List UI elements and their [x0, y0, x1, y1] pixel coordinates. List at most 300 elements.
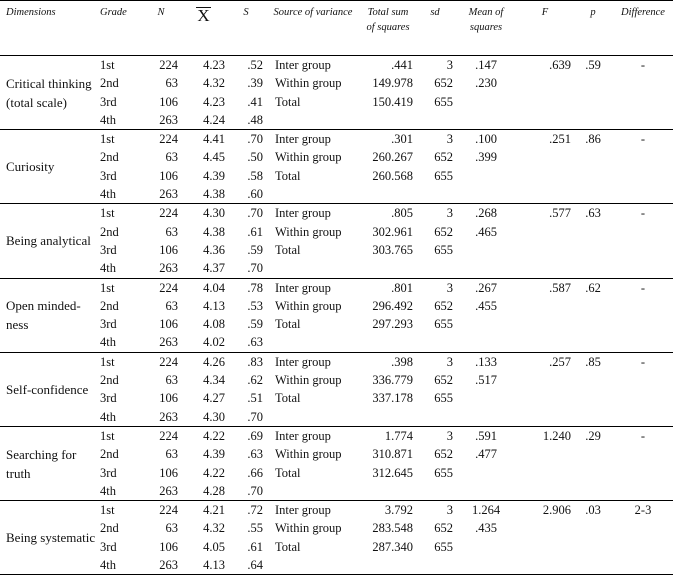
- sd-cell-value: 655: [434, 242, 453, 257]
- s-cell-value: .59: [247, 317, 263, 332]
- total-ss-cell-value: 336.779: [372, 373, 413, 388]
- mean-cell-value: 4.37: [203, 261, 225, 276]
- n-cell-value: 224: [159, 132, 178, 147]
- mean-cell-value: 4.41: [203, 132, 225, 147]
- f-cell: [517, 204, 573, 278]
- mean-cell-value: 4.21: [203, 503, 225, 518]
- mean-squares-cell-value: .147: [475, 58, 497, 72]
- mean-cell: [180, 56, 227, 130]
- s-cell-value: .70: [247, 483, 263, 498]
- header-n: N: [142, 1, 180, 56]
- s-cell-value: .70: [247, 261, 263, 276]
- s-cell: [227, 278, 265, 352]
- mean-cell-value: 4.24: [203, 112, 225, 127]
- total-ss-cell-value: 260.568: [372, 168, 413, 183]
- n-cell-value: 224: [159, 280, 178, 295]
- s-cell-value: .61: [247, 224, 263, 239]
- grade-cell-value: 4th: [100, 261, 116, 276]
- source-cell: [265, 56, 361, 130]
- difference-cell-value: -: [640, 354, 646, 369]
- mean-cell-value: 4.23: [203, 58, 225, 72]
- mean-cell: [180, 352, 227, 426]
- total-ss-cell-value: 303.765: [372, 242, 413, 257]
- mean-squares-cell: [455, 56, 517, 130]
- s-cell-value: .39: [247, 76, 263, 91]
- difference-cell-value: -: [640, 206, 646, 221]
- sd-cell: [415, 130, 455, 204]
- s-cell-value: .83: [247, 354, 263, 369]
- p-cell-value: .86: [585, 132, 601, 147]
- sd-cell-value: 652: [434, 224, 453, 239]
- dimension-label: Open minded-ness: [6, 298, 81, 333]
- n-cell: [142, 130, 180, 204]
- n-cell-value: 63: [165, 373, 178, 388]
- p-cell: [573, 56, 613, 130]
- s-cell: [227, 56, 265, 130]
- mean-squares-cell-value: 1.264: [471, 503, 501, 518]
- difference-cell: [613, 204, 673, 278]
- s-cell-value: .70: [247, 409, 263, 424]
- source-cell: [265, 204, 361, 278]
- mean-cell-value: 4.32: [203, 521, 225, 536]
- dimension-group: [0, 130, 673, 204]
- header-sd: sd: [415, 1, 455, 56]
- mean-squares-cell-value: .465: [475, 224, 497, 239]
- mean-cell-value: 4.39: [203, 447, 225, 462]
- total-ss-cell-value: .301: [391, 132, 413, 147]
- n-cell-value: 224: [159, 206, 178, 221]
- n-cell-value: 263: [159, 409, 178, 424]
- source-cell-value: Within group: [275, 447, 342, 462]
- p-cell: [573, 426, 613, 500]
- n-cell: [142, 204, 180, 278]
- dimension-group: [0, 204, 673, 278]
- sd-cell-value: 655: [434, 94, 453, 109]
- s-cell-value: .70: [247, 206, 263, 221]
- mean-cell: [180, 278, 227, 352]
- source-cell-value: Within group: [275, 373, 342, 388]
- s-cell-value: .53: [247, 298, 263, 313]
- f-cell: [517, 130, 573, 204]
- f-cell-value: 1.240: [542, 428, 571, 443]
- s-cell: [227, 426, 265, 500]
- grade-cell: [98, 426, 142, 500]
- mean-cell-value: 4.13: [203, 558, 225, 573]
- f-cell-value: .251: [549, 132, 571, 147]
- source-cell-value: Total: [275, 465, 301, 480]
- mean-cell-value: 4.36: [203, 242, 225, 257]
- dimension-group: [0, 352, 673, 426]
- n-cell-value: 224: [159, 428, 178, 443]
- f-cell: [517, 352, 573, 426]
- source-cell-value: Inter group: [275, 206, 331, 221]
- n-cell-value: 224: [159, 503, 178, 518]
- s-cell-value: .52: [247, 58, 263, 72]
- s-cell: [227, 501, 265, 575]
- mean-squares-cell-value: .133: [475, 354, 497, 369]
- grade-cell-value: 2nd: [100, 76, 119, 91]
- source-cell: [265, 130, 361, 204]
- mean-cell-value: 4.04: [203, 280, 225, 295]
- grade-cell-value: 1st: [100, 428, 115, 443]
- f-cell: [517, 501, 573, 575]
- p-cell: [573, 501, 613, 575]
- mean-squares-cell: [455, 130, 517, 204]
- source-cell: [265, 501, 361, 575]
- difference-cell: [613, 501, 673, 575]
- s-cell-value: .62: [247, 373, 263, 388]
- n-cell-value: 106: [159, 168, 178, 183]
- n-cell-value: 263: [159, 483, 178, 498]
- mean-squares-cell-value: .591: [475, 428, 497, 443]
- difference-cell-value: 2-3: [634, 503, 652, 518]
- source-cell-value: Within group: [275, 521, 342, 536]
- grade-cell: [98, 204, 142, 278]
- mean-squares-cell: [455, 352, 517, 426]
- mean-squares-cell-value: .455: [475, 298, 497, 313]
- n-cell: [142, 352, 180, 426]
- difference-cell-value: -: [640, 280, 646, 295]
- mean-cell-value: 4.22: [203, 465, 225, 480]
- total-ss-cell-value: 310.871: [372, 447, 413, 462]
- dimension-group: [0, 278, 673, 352]
- s-cell-value: .59: [247, 242, 263, 257]
- grade-cell-value: 2nd: [100, 298, 119, 313]
- mean-cell-value: 4.28: [203, 483, 225, 498]
- s-cell-value: .50: [247, 150, 263, 165]
- source-cell-value: Inter group: [275, 503, 331, 518]
- dimension-group: [0, 56, 673, 130]
- sd-cell-value: 3: [446, 280, 453, 295]
- source-cell-value: Total: [275, 317, 301, 332]
- grade-cell-value: 1st: [100, 280, 115, 295]
- grade-cell-value: 4th: [100, 483, 116, 498]
- source-cell: [265, 426, 361, 500]
- grade-cell-value: 4th: [100, 187, 116, 202]
- s-cell-value: .66: [247, 465, 263, 480]
- header-mean-squares: Mean of squares: [455, 1, 517, 56]
- header-s: S: [227, 1, 265, 56]
- f-cell: [517, 56, 573, 130]
- header-row: [0, 1, 673, 56]
- total-ss-cell: [361, 426, 415, 500]
- n-cell-value: 63: [165, 150, 178, 165]
- n-cell-value: 106: [159, 539, 178, 554]
- grade-cell-value: 4th: [100, 558, 116, 573]
- total-ss-cell-value: 297.293: [372, 317, 413, 332]
- mean-cell: [180, 204, 227, 278]
- difference-cell: [613, 352, 673, 426]
- dimension-label: Curiosity: [6, 159, 55, 175]
- sd-cell-value: 652: [434, 447, 453, 462]
- mean-squares-cell-value: .100: [475, 132, 497, 147]
- grade-cell: [98, 278, 142, 352]
- total-ss-cell: [361, 204, 415, 278]
- s-cell-value: .69: [247, 428, 263, 443]
- source-cell-value: Total: [275, 539, 301, 554]
- source-cell-value: Within group: [275, 150, 342, 165]
- difference-cell: [613, 426, 673, 500]
- total-ss-cell-value: 296.492: [372, 298, 413, 313]
- s-cell-value: .55: [247, 521, 263, 536]
- source-cell-value: Inter group: [275, 428, 331, 443]
- mean-squares-cell: [455, 501, 517, 575]
- header-source: Source of variance: [265, 1, 361, 56]
- s-cell-value: .48: [247, 112, 263, 127]
- source-cell-value: Within group: [275, 298, 342, 313]
- mean-xbar-symbol: X: [197, 6, 210, 25]
- f-cell-value: 2.906: [542, 503, 571, 518]
- source-cell-value: Within group: [275, 224, 342, 239]
- sd-cell: [415, 278, 455, 352]
- grade-cell-value: 2nd: [100, 150, 119, 165]
- total-ss-cell-value: .805: [391, 206, 413, 221]
- mean-squares-cell-value: .477: [475, 447, 497, 462]
- n-cell-value: 63: [165, 298, 178, 313]
- total-ss-cell: [361, 352, 415, 426]
- total-ss-cell: [361, 278, 415, 352]
- mean-squares-cell-value: .517: [475, 373, 497, 388]
- grade-cell: [98, 56, 142, 130]
- total-ss-cell-value: 287.340: [372, 539, 413, 554]
- s-cell-value: .63: [247, 335, 263, 350]
- s-cell-value: .72: [247, 503, 263, 518]
- p-cell-value: .29: [585, 428, 601, 443]
- mean-cell-value: 4.05: [203, 539, 225, 554]
- p-cell: [573, 278, 613, 352]
- grade-cell-value: 3rd: [100, 465, 117, 480]
- difference-cell-value: -: [640, 58, 646, 72]
- dimension-group: [0, 426, 673, 500]
- mean-squares-cell-value: .268: [475, 206, 497, 221]
- sd-cell-value: 3: [446, 58, 453, 72]
- sd-cell-value: 652: [434, 373, 453, 388]
- total-ss-cell-value: 1.774: [384, 428, 413, 443]
- s-cell-value: .41: [247, 94, 263, 109]
- source-cell-value: Within group: [275, 76, 342, 91]
- grade-cell-value: 2nd: [100, 373, 119, 388]
- p-cell-value: .63: [585, 206, 601, 221]
- total-ss-cell-value: 149.978: [372, 76, 413, 91]
- source-cell-value: Total: [275, 242, 301, 257]
- sd-cell-value: 3: [446, 503, 453, 518]
- mean-squares-cell-value: .435: [475, 521, 497, 536]
- n-cell-value: 106: [159, 242, 178, 257]
- p-cell: [573, 130, 613, 204]
- mean-cell-value: 4.26: [203, 354, 225, 369]
- n-cell: [142, 501, 180, 575]
- sd-cell: [415, 204, 455, 278]
- difference-cell: [613, 56, 673, 130]
- p-cell-value: .03: [585, 503, 601, 518]
- sd-cell-value: 3: [446, 206, 453, 221]
- total-ss-cell-value: 302.961: [372, 224, 413, 239]
- p-cell-value: .85: [585, 354, 601, 369]
- mean-cell-value: 4.30: [203, 206, 225, 221]
- s-cell-value: .58: [247, 168, 263, 183]
- sd-cell-value: 3: [446, 354, 453, 369]
- total-ss-cell-value: 283.548: [372, 521, 413, 536]
- grade-cell-value: 3rd: [100, 168, 117, 183]
- dimension-label: Self-confidence: [6, 381, 89, 397]
- mean-squares-cell-value: .399: [475, 150, 497, 165]
- mean-cell: [180, 130, 227, 204]
- sd-cell: [415, 501, 455, 575]
- n-cell-value: 224: [159, 354, 178, 369]
- sd-cell-value: 652: [434, 298, 453, 313]
- difference-cell-value: -: [640, 428, 646, 443]
- grade-cell-value: 1st: [100, 354, 115, 369]
- s-cell-value: .78: [247, 280, 263, 295]
- grade-cell-value: 3rd: [100, 317, 117, 332]
- dimension-label: Critical thinking (total scale): [6, 75, 92, 110]
- sd-cell: [415, 352, 455, 426]
- grade-cell-value: 1st: [100, 503, 115, 518]
- n-cell-value: 63: [165, 76, 178, 91]
- mean-cell-value: 4.32: [203, 76, 225, 91]
- n-cell-value: 263: [159, 112, 178, 127]
- grade-cell-value: 3rd: [100, 94, 117, 109]
- mean-cell-value: 4.30: [203, 409, 225, 424]
- sd-cell-value: 652: [434, 150, 453, 165]
- source-cell-value: Inter group: [275, 354, 331, 369]
- mean-cell-value: 4.34: [203, 373, 225, 388]
- sd-cell: [415, 426, 455, 500]
- grade-cell-value: 2nd: [100, 447, 119, 462]
- total-ss-cell-value: .801: [391, 280, 413, 295]
- grade-cell-value: 1st: [100, 132, 115, 147]
- grade-cell: [98, 501, 142, 575]
- mean-cell-value: 4.39: [203, 168, 225, 183]
- n-cell: [142, 56, 180, 130]
- header-total-ss: Total sum of squares: [361, 1, 415, 56]
- n-cell-value: 63: [165, 224, 178, 239]
- source-cell-value: Total: [275, 391, 301, 406]
- sd-cell: [415, 56, 455, 130]
- s-cell-value: .51: [247, 391, 263, 406]
- total-ss-cell-value: 260.267: [372, 150, 413, 165]
- sd-cell-value: 652: [434, 521, 453, 536]
- sd-cell-value: 655: [434, 539, 453, 554]
- dimension-label: Being systematic: [6, 530, 96, 546]
- n-cell-value: 106: [159, 94, 178, 109]
- n-cell-value: 63: [165, 447, 178, 462]
- p-cell-value: .62: [585, 280, 601, 295]
- total-ss-cell-value: 150.419: [372, 94, 413, 109]
- p-cell: [573, 204, 613, 278]
- grade-cell: [98, 130, 142, 204]
- f-cell: [517, 426, 573, 500]
- grade-cell-value: 1st: [100, 206, 115, 221]
- total-ss-cell-value: .441: [391, 58, 413, 72]
- grade-cell-value: 4th: [100, 335, 116, 350]
- total-ss-cell-value: 3.792: [384, 503, 413, 518]
- sd-cell-value: 3: [446, 428, 453, 443]
- mean-cell-value: 4.22: [203, 428, 225, 443]
- grade-cell: [98, 352, 142, 426]
- mean-cell: [180, 426, 227, 500]
- sd-cell-value: 3: [446, 132, 453, 147]
- mean-cell-value: 4.45: [203, 150, 225, 165]
- sd-cell-value: 655: [434, 465, 453, 480]
- source-cell-value: Inter group: [275, 132, 331, 147]
- grade-cell-value: 2nd: [100, 224, 119, 239]
- n-cell-value: 224: [159, 58, 178, 72]
- total-ss-cell-value: 337.178: [372, 391, 413, 406]
- n-cell: [142, 278, 180, 352]
- n-cell-value: 263: [159, 187, 178, 202]
- header-p: p: [573, 1, 613, 56]
- header-mean: [180, 1, 227, 56]
- grade-cell-value: 3rd: [100, 539, 117, 554]
- source-cell-value: Inter group: [275, 280, 331, 295]
- grade-cell-value: 2nd: [100, 521, 119, 536]
- n-cell-value: 106: [159, 391, 178, 406]
- s-cell-value: .63: [247, 447, 263, 462]
- n-cell-value: 263: [159, 335, 178, 350]
- n-cell-value: 106: [159, 317, 178, 332]
- header-grade: Grade: [98, 1, 142, 56]
- source-cell-value: Total: [275, 168, 301, 183]
- source-cell-value: Total: [275, 94, 301, 109]
- mean-squares-cell-value: .267: [475, 280, 497, 295]
- mean-squares-cell: [455, 278, 517, 352]
- header-difference: Difference: [613, 1, 673, 56]
- table-body: [0, 56, 673, 575]
- f-cell-value: .587: [549, 280, 571, 295]
- sd-cell-value: 655: [434, 391, 453, 406]
- difference-cell-value: -: [640, 132, 646, 147]
- mean-cell-value: 4.02: [203, 335, 225, 350]
- dimension-group: [0, 501, 673, 575]
- header-f: F: [517, 1, 573, 56]
- mean-cell-value: 4.38: [203, 187, 225, 202]
- grade-cell-value: 3rd: [100, 391, 117, 406]
- s-cell: [227, 204, 265, 278]
- mean-cell-value: 4.08: [203, 317, 225, 332]
- n-cell-value: 63: [165, 521, 178, 536]
- header-dimensions: Dimensions: [0, 1, 98, 56]
- n-cell: [142, 426, 180, 500]
- source-cell-value: Inter group: [275, 58, 331, 72]
- n-cell-value: 263: [159, 261, 178, 276]
- mean-cell-value: 4.13: [203, 298, 225, 313]
- sd-cell-value: 652: [434, 76, 453, 91]
- total-ss-cell-value: .398: [391, 354, 413, 369]
- grade-cell-value: 4th: [100, 112, 116, 127]
- s-cell-value: .61: [247, 539, 263, 554]
- source-cell: [265, 352, 361, 426]
- mean-cell: [180, 501, 227, 575]
- s-cell: [227, 130, 265, 204]
- total-ss-cell: [361, 130, 415, 204]
- f-cell-value: .577: [549, 206, 571, 221]
- source-cell: [265, 278, 361, 352]
- f-cell-value: .639: [549, 58, 571, 72]
- mean-cell-value: 4.27: [203, 391, 225, 406]
- grade-cell-value: 3rd: [100, 242, 117, 257]
- mean-cell-value: 4.38: [203, 224, 225, 239]
- p-cell-value: .59: [585, 58, 601, 72]
- difference-cell: [613, 278, 673, 352]
- s-cell-value: .64: [247, 558, 263, 573]
- grade-cell-value: 1st: [100, 58, 115, 72]
- total-ss-cell: [361, 501, 415, 575]
- n-cell-value: 106: [159, 465, 178, 480]
- n-cell-value: 263: [159, 558, 178, 573]
- sd-cell-value: 655: [434, 168, 453, 183]
- mean-squares-cell: [455, 204, 517, 278]
